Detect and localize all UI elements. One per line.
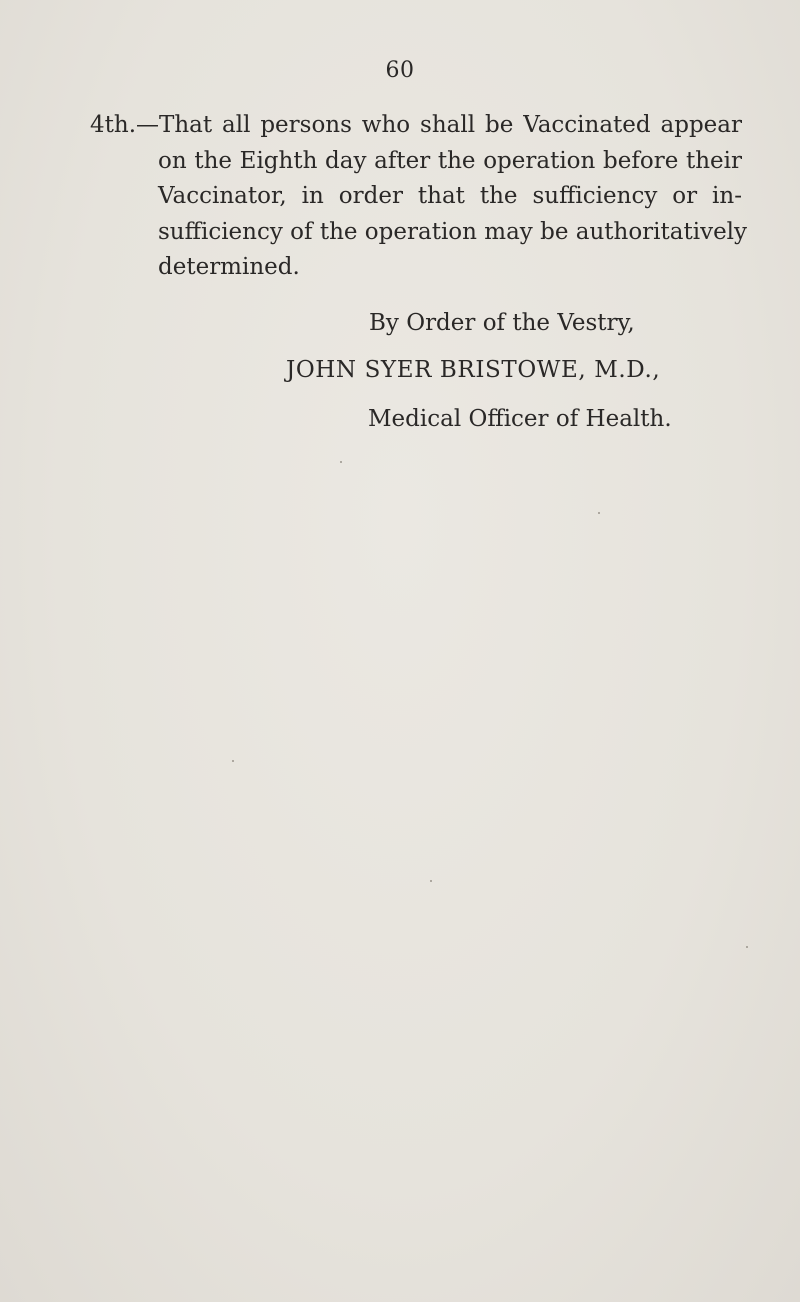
resolution-paragraph — [90, 108, 748, 286]
page-number: 60 — [385, 58, 415, 83]
paragraph-line: 4th.—That all persons who shall be Vaccinated appear — [90, 112, 742, 138]
signature-order-line: By Order of the Vestry, — [369, 310, 635, 336]
paragraph-line: Vaccinator, in order that the sufficiency or in- — [158, 183, 742, 209]
paragraph-line: sufficiency of the operation may be authoritatively — [158, 218, 748, 245]
signature-title: Medical Officer of Health. — [368, 406, 672, 432]
paragraph-line: determined. — [158, 254, 300, 280]
paragraph-line: on the Eighth day after the operation before their — [158, 147, 742, 174]
signature-name: JOHN SYER BRISTOWE, M.D., — [286, 357, 661, 383]
